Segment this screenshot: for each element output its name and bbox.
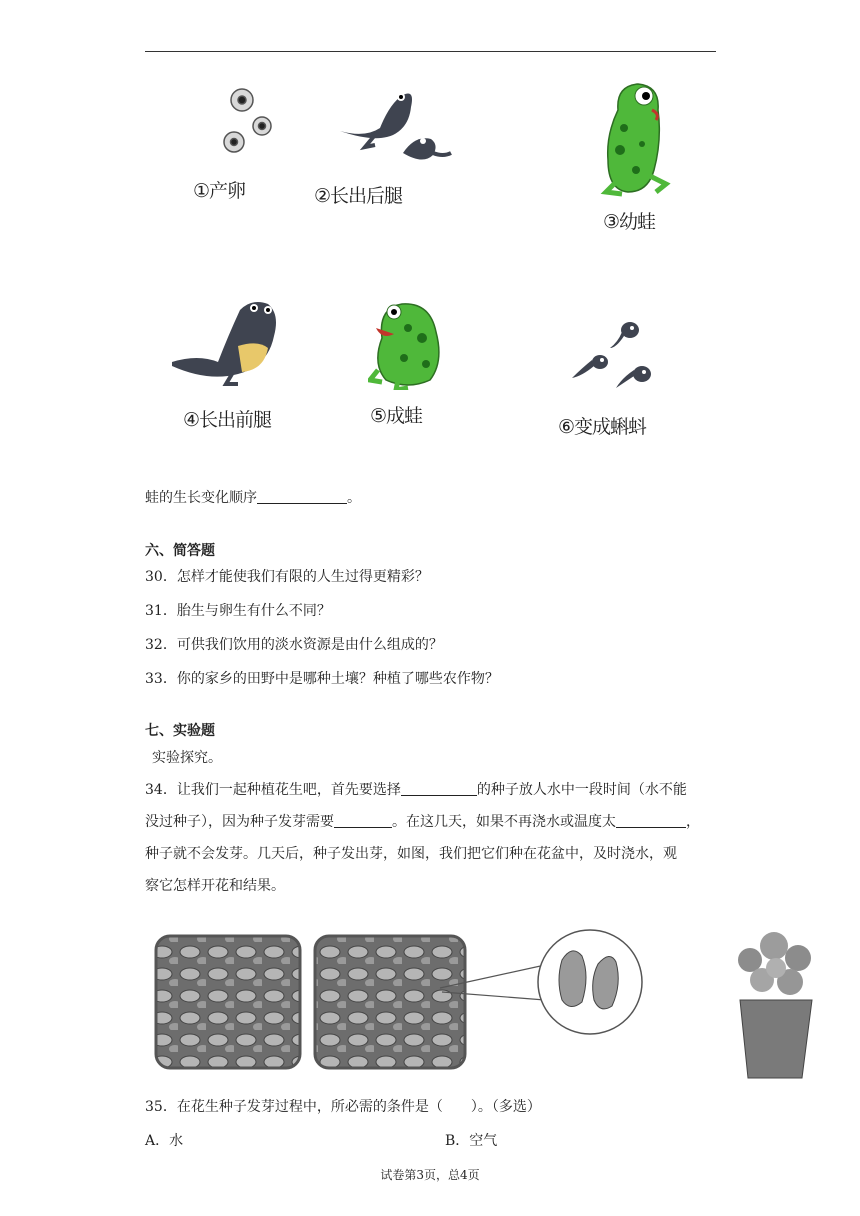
stage-label-3: ③幼蛙 [603,211,656,233]
q34-part1: 34．让我们一起种植花生吧，首先要选择 [145,782,401,798]
q34-blank-3[interactable] [616,813,686,828]
young-frog-image [598,80,673,200]
header-rule [145,51,716,52]
q34-part2: 的种子放人水中一段时间（水不能 [476,782,687,798]
stage-label-5: ⑤成蛙 [370,405,423,427]
question-31: 31．胎生与卵生有什么不同？ [145,603,331,619]
q29-answer-blank[interactable] [257,489,347,504]
q34-part7: 察它怎样开花和结果。 [145,878,285,894]
q29-suffix: 。 [347,490,361,506]
potted-plant-icon [738,932,812,1078]
section7-title: 七、实验题 [145,723,215,739]
tadpole-hind-legs-image [335,83,455,178]
question-30: 30．怎样才能使我们有限的人生过得更精彩？ [145,569,429,585]
adult-frog-image [368,298,446,390]
question-34 [145,774,725,902]
question-35: 35．在花生种子发芽过程中，所必需的条件是（ ）。（多选） [145,1099,541,1115]
peanut-germination-image [150,920,820,1085]
page-footer: 试卷第3页，总4页 [380,1168,480,1182]
option-a[interactable]: A．水 [145,1133,184,1149]
q34-blank-2[interactable] [334,813,392,828]
stage-label-2: ②长出后腿 [314,185,403,207]
option-b[interactable]: B．空气 [445,1133,498,1149]
q34-part6: 种子就不会发芽。几天后，种子发出芽，如图，我们把它们种在花盆中，及时浇水，观 [145,846,677,862]
eggs-image [218,86,278,161]
q29-prefix: 蛙的生长变化顺序 [145,490,257,506]
q34-part3: 没过种子），因为种子发芽需要 [145,814,334,830]
q34-part4: 。在这几天，如果不再浇水或温度太 [392,814,616,830]
stage-label-1: ①产卵 [193,180,246,202]
q29-order-line [145,488,361,508]
tadpoles-image [566,318,658,390]
question-32: 32．可供我们饮用的淡水资源是由什么组成的？ [145,637,443,653]
stage-label-4: ④长出前腿 [183,409,272,431]
tadpole-front-legs-image [168,296,283,386]
q34-part5: ， [686,814,700,830]
q34-blank-1[interactable] [401,781,477,796]
section6-title: 六、简答题 [145,543,215,559]
section7-intro: 实验探究。 [152,750,222,766]
stage-label-6: ⑥变成蝌蚪 [558,416,647,438]
question-33: 33．你的家乡的田野中是哪种土壤？种植了哪些农作物？ [145,671,499,687]
